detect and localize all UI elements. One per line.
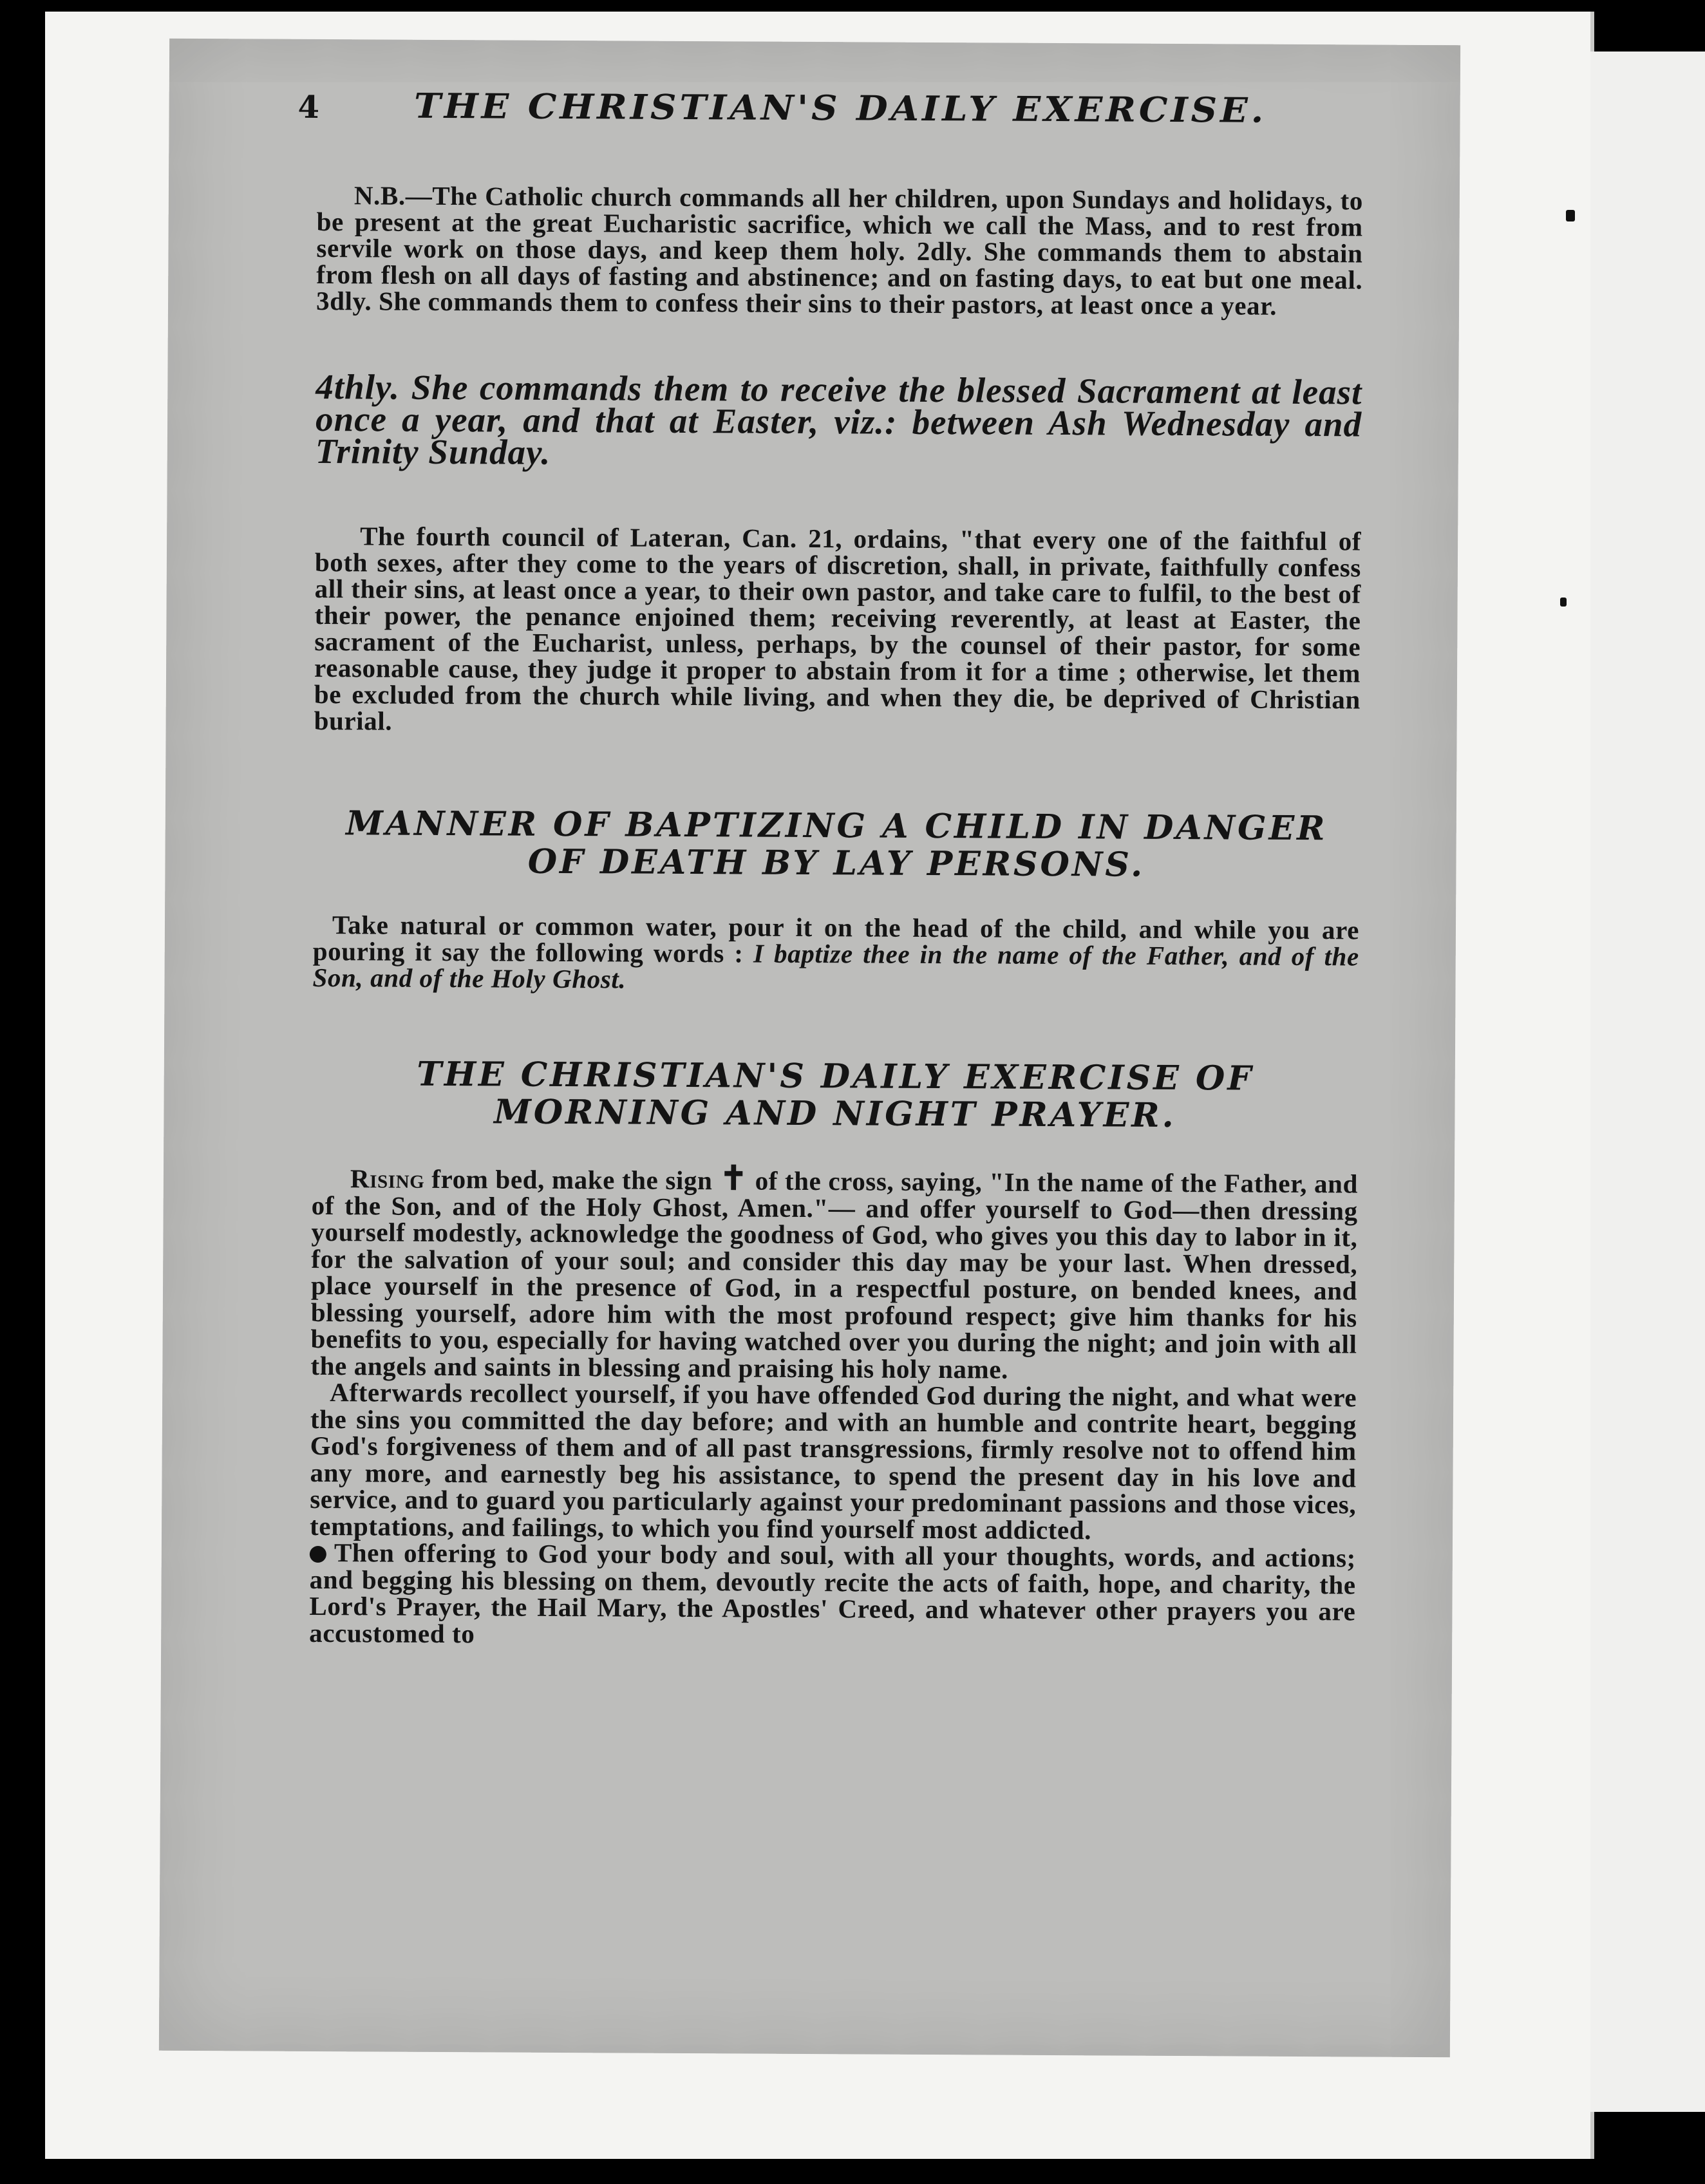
- baptism-paragraph: [312, 912, 1359, 997]
- rising-paragraph: [310, 1160, 1359, 1385]
- daily-exercise-heading-line2: MORNING AND NIGHT PRAYER.: [494, 1092, 1176, 1135]
- running-title: THE CHRISTIAN'S DAILY EXERCISE.: [413, 86, 1267, 131]
- ink-dot-icon: [310, 1546, 326, 1563]
- cross-icon: ✝: [719, 1160, 748, 1198]
- running-head: [297, 84, 1364, 167]
- baptism-text: Take natural or common water, pour it on the head of the child, and while you are pouring it say the following words :: [312, 910, 1360, 968]
- rising-lead: Rising: [350, 1163, 425, 1194]
- rising-text-2: of the cross, saying, "In the name of the Father, and of the Son, and of the Holy Ghost, Amen."— and offer yourself to God—then dressing yourself modestly, acknowledge the goodness of God, who gives you this day to labor in it, for the salvation of your soul; and consider this day may be your last. When dressed, place yourself in the presence of God, in a respectful posture, on bended knees, and blessing yourself, adore him with the most profound respect; give him thanks for his benefits to you, especially for having watched over you during the night; and join with all the angels and saints in blessing and praising his holy name.: [310, 1165, 1359, 1384]
- scan-speck: [1566, 210, 1575, 221]
- then-text: Then offering to God your body and soul, with all your thoughts, words, and actions; and begging his blessing on them, devoutly recite the acts of faith, hope, and charity, the Lord's Prayer, the Hail Mary, the Apostles' Creed, and whatever other prayers you are accustomed to: [309, 1538, 1356, 1648]
- fourthly-paragraph: 4thly. She commands them to receive the blessed Sacrament at least once a year, and that at Easter, viz.: between Ash Wednesday and Trinity Sunday.: [315, 366, 1362, 472]
- facing-page-edge: [1590, 52, 1705, 2112]
- rising-text-1: from bed, make the sign: [431, 1163, 713, 1196]
- baptism-heading: [313, 805, 1360, 885]
- daily-exercise-heading-line1: THE CHRISTIAN'S DAILY EXERCISE OF: [417, 1054, 1254, 1098]
- lateran-paragraph: The fourth council of Lateran, Can. 21, ordains, "that every one of the faithful of both sexes, after they come to the years of discretion, shall, in private, faithfully confess all their sins, at least once a year, to their own pastor, and take care to fulfil, to the best of their power, the penance enjoined them; receiving reverently, at least at Easter, the sacrament of the Eucharist, unless, perhaps, by the counsel of their pastor, for some reasonable cause, they judge it proper to abstain from it for a time ; otherwise, let them be excluded from the church while living, and when they die, be deprived of Christian burial.: [314, 521, 1362, 736]
- daily-exercise-heading: [312, 1055, 1359, 1136]
- baptism-heading-line1: MANNER OF BAPTIZING A CHILD IN DANGER: [346, 804, 1328, 849]
- book-page: [159, 39, 1460, 2057]
- afterwards-paragraph: Afterwards recollect yourself, if you have offended God during the night, and what were the sins you committed the day before; and with an humble and contrite heart, begging God's forgiveness of them and of all past transgressions, firmly resolve not to offend him any more, and earnestly beg his assistance, to spend the present day in his love and service, and to guard you particularly against your predominant passions and those vices, temptations, and failings, to which you find yourself most addicted.: [309, 1377, 1357, 1545]
- baptism-heading-line2: OF DEATH BY LAY PERSONS.: [527, 842, 1145, 885]
- then-paragraph: [309, 1539, 1356, 1652]
- page-number: 4: [297, 89, 320, 126]
- scan-speck: [1560, 598, 1567, 607]
- nb-paragraph: N.B.—The Catholic church commands all her children, upon Sundays and holidays, to be present at the great Eucharistic sacrifice, which we call the Mass, and to rest from servile work on those days, and keep them holy. 2dly. She commands them to abstain from flesh on all days of fasting and abstinence; and on fasting days, to eat but one meal. 3dly. She commands them to confess their sins to their pastors, at least once a year.: [316, 180, 1364, 321]
- baptism-formula: I baptize thee in the name of the Father, and of the Son, and of the Holy Ghost.: [312, 938, 1359, 994]
